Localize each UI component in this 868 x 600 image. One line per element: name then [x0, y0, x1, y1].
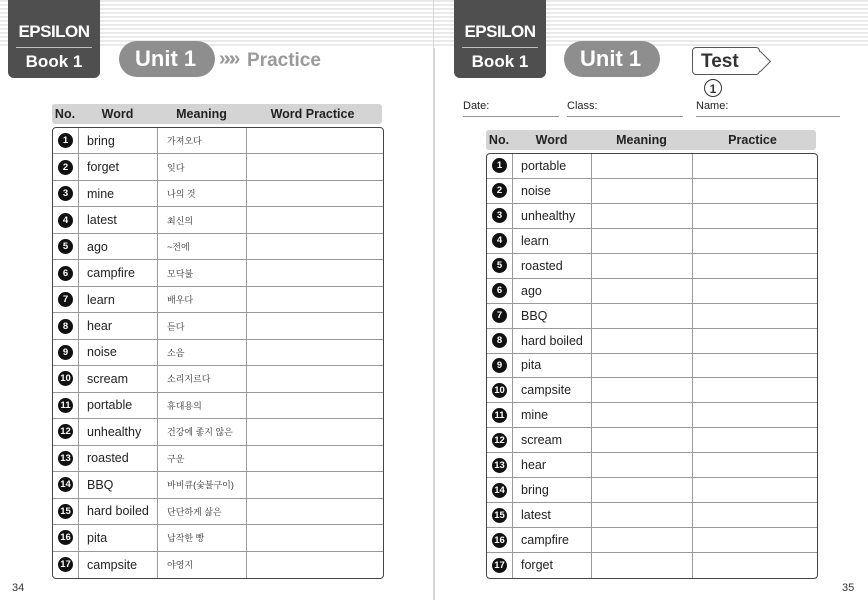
meaning-cell[interactable]: [592, 428, 693, 452]
meaning-cell[interactable]: [592, 354, 693, 378]
name-field[interactable]: [696, 100, 840, 117]
word-cell: campsite: [79, 552, 158, 578]
table-row: [487, 528, 817, 553]
word-cell: bring: [513, 478, 592, 502]
table-row: [53, 260, 383, 286]
table-row: [53, 472, 383, 498]
book-label: Book 1: [25, 52, 83, 71]
word-cell: ago: [79, 234, 158, 259]
meaning-cell[interactable]: [592, 378, 693, 402]
unit-label: Unit 1: [119, 41, 215, 77]
table-row: [53, 499, 383, 525]
table-row: [53, 128, 383, 154]
table-row: [487, 254, 817, 279]
number-badge: 6: [492, 283, 507, 298]
meaning-cell[interactable]: [592, 453, 693, 477]
number-cell: [487, 179, 513, 203]
test-table: [486, 153, 818, 579]
number-badge: 4: [58, 213, 73, 228]
word-cell: noise: [513, 179, 592, 203]
word-cell: latest: [79, 207, 158, 232]
table-row: [53, 234, 383, 260]
number-cell: [487, 329, 513, 353]
number-cell: [53, 499, 79, 524]
practice-cell[interactable]: [247, 446, 380, 471]
tab-divider: [462, 47, 538, 48]
right-page: [434, 0, 868, 600]
word-cell: mine: [79, 181, 158, 206]
table-row: [487, 279, 817, 304]
word-cell: learn: [513, 229, 592, 253]
column-header: Word Practice: [270, 107, 355, 121]
number-cell: [53, 340, 79, 365]
number-cell: [487, 528, 513, 552]
number-cell: [53, 234, 79, 259]
word-cell: forget: [79, 154, 158, 179]
number-badge: 3: [492, 208, 507, 223]
number-badge: 13: [492, 458, 507, 473]
chevron-arrows-icon: »»»: [219, 48, 235, 70]
number-badge: 7: [58, 292, 73, 307]
table-row: [53, 340, 383, 366]
tab-divider: [16, 47, 92, 48]
table-row: [53, 181, 383, 207]
meaning-cell[interactable]: [592, 254, 693, 278]
number-badge: 4: [492, 233, 507, 248]
number-cell: [487, 254, 513, 278]
word-cell: bring: [79, 128, 158, 153]
number-badge: 12: [492, 433, 507, 448]
number-cell: [487, 403, 513, 427]
class-label: Class:: [567, 100, 598, 112]
practice-cell[interactable]: [247, 154, 380, 179]
word-cell: campsite: [513, 378, 592, 402]
meaning-cell[interactable]: [592, 403, 693, 427]
word-cell: learn: [79, 287, 158, 312]
word-cell: hear: [79, 313, 158, 338]
number-cell: [487, 154, 513, 178]
meaning-cell[interactable]: [592, 503, 693, 527]
class-field[interactable]: [567, 100, 683, 117]
number-cell: [53, 419, 79, 444]
meaning-cell: 바비큐(숯불구이): [158, 472, 247, 497]
date-field[interactable]: [463, 100, 559, 117]
word-cell: campfire: [79, 260, 158, 285]
number-cell: [53, 313, 79, 338]
series-tab: [454, 0, 546, 78]
meaning-cell: 소리지르다: [158, 366, 247, 391]
practice-cell[interactable]: [693, 403, 814, 427]
word-cell: roasted: [513, 254, 592, 278]
practice-cell[interactable]: [247, 552, 380, 578]
word-cell: unhealthy: [79, 419, 158, 444]
table-row: [53, 154, 383, 180]
number-badge: 10: [58, 371, 73, 386]
meaning-cell: 가져오다: [158, 128, 247, 153]
word-cell: scream: [79, 366, 158, 391]
practice-cell[interactable]: [247, 287, 380, 312]
number-cell: [487, 204, 513, 228]
number-badge: 16: [58, 530, 73, 545]
number-badge: 9: [492, 358, 507, 373]
column-header: No.: [54, 107, 76, 121]
practice-cell[interactable]: [247, 181, 380, 206]
number-badge: 7: [492, 308, 507, 323]
meaning-cell[interactable]: [592, 478, 693, 502]
practice-cell[interactable]: [247, 525, 380, 550]
column-header: Word: [101, 107, 134, 121]
page-number: 35: [842, 582, 855, 594]
column-header: Meaning: [616, 133, 667, 147]
number-cell: [53, 366, 79, 391]
number-badge: 14: [492, 483, 507, 498]
meaning-cell: 구운: [158, 446, 247, 471]
word-cell: hear: [513, 453, 592, 477]
number-cell: [487, 478, 513, 502]
meaning-cell[interactable]: [592, 204, 693, 228]
table-row: [53, 393, 383, 419]
table-row: [487, 229, 817, 254]
table-row: [487, 478, 817, 503]
number-cell: [53, 446, 79, 471]
number-badge: 1: [58, 133, 73, 148]
word-cell: portable: [513, 154, 592, 178]
number-cell: [53, 181, 79, 206]
number-badge: 8: [492, 333, 507, 348]
test-title: Test: [701, 51, 739, 72]
page-number: 34: [12, 582, 25, 594]
word-cell: hard boiled: [79, 499, 158, 524]
practice-cell[interactable]: [247, 393, 380, 418]
table-row: [487, 503, 817, 528]
word-cell: BBQ: [513, 304, 592, 328]
column-header: Word: [535, 133, 568, 147]
word-table: [52, 127, 384, 579]
number-badge: 3: [58, 186, 73, 201]
word-cell: mine: [513, 403, 592, 427]
word-cell: roasted: [79, 446, 158, 471]
practice-cell[interactable]: [693, 478, 814, 502]
table-row: [487, 304, 817, 329]
number-badge: 1: [492, 158, 507, 173]
number-cell: [487, 354, 513, 378]
meaning-cell: 단단하게 삶은: [158, 499, 247, 524]
meaning-cell[interactable]: [592, 528, 693, 552]
practice-cell[interactable]: [693, 229, 814, 253]
number-badge: 9: [58, 345, 73, 360]
number-badge: 10: [492, 383, 507, 398]
number-cell: [53, 207, 79, 232]
meaning-cell[interactable]: [592, 304, 693, 328]
table-row: [487, 403, 817, 428]
number-cell: [53, 525, 79, 550]
unit-label: Unit 1: [564, 41, 660, 77]
meaning-cell: 건강에 좋지 않은: [158, 419, 247, 444]
number-cell: [487, 428, 513, 452]
test-label: [692, 47, 760, 96]
practice-cell[interactable]: [693, 503, 814, 527]
table-row: [487, 453, 817, 478]
number-badge: 2: [492, 183, 507, 198]
meaning-cell: 모닥불: [158, 260, 247, 285]
table-row: [53, 552, 383, 578]
number-badge: 17: [58, 557, 73, 572]
number-badge: 8: [58, 319, 73, 334]
number-cell: [53, 154, 79, 179]
practice-cell[interactable]: [247, 207, 380, 232]
table-row: [487, 179, 817, 204]
number-badge: 6: [58, 266, 73, 281]
name-label: Name:: [696, 100, 729, 112]
number-badge: 12: [58, 424, 73, 439]
word-cell: unhealthy: [513, 204, 592, 228]
test-number: 1: [704, 79, 722, 97]
number-badge: 17: [492, 558, 507, 573]
word-cell: latest: [513, 503, 592, 527]
number-badge: 15: [492, 508, 507, 523]
number-badge: 5: [58, 239, 73, 254]
word-cell: portable: [79, 393, 158, 418]
practice-cell[interactable]: [247, 419, 380, 444]
column-header: Practice: [728, 133, 777, 147]
table-row: [487, 378, 817, 403]
series-tab: [8, 0, 100, 78]
number-cell: [487, 378, 513, 402]
number-badge: 11: [492, 408, 507, 423]
number-cell: [487, 503, 513, 527]
meaning-cell[interactable]: [592, 154, 693, 178]
table-row: [487, 329, 817, 354]
word-cell: BBQ: [79, 472, 158, 497]
meaning-cell[interactable]: [592, 553, 693, 578]
meaning-cell[interactable]: [592, 229, 693, 253]
table-row: [487, 428, 817, 453]
table-row: [53, 366, 383, 392]
practice-cell[interactable]: [693, 329, 814, 353]
practice-cell[interactable]: [247, 313, 380, 338]
table-header: [486, 130, 816, 150]
number-cell: [487, 229, 513, 253]
column-header: Meaning: [176, 107, 227, 121]
meaning-cell: 납작한 빵: [158, 525, 247, 550]
table-row: [53, 525, 383, 551]
number-badge: 14: [58, 477, 73, 492]
meaning-cell: 배우다: [158, 287, 247, 312]
practice-cell[interactable]: [247, 472, 380, 497]
meaning-cell: 듣다: [158, 313, 247, 338]
table-row: [487, 553, 817, 578]
meaning-cell: ~전에: [158, 234, 247, 259]
practice-cell[interactable]: [693, 304, 814, 328]
table-row: [53, 419, 383, 445]
meaning-cell: 나의 것: [158, 181, 247, 206]
practice-cell[interactable]: [247, 128, 380, 153]
table-header: [52, 104, 382, 124]
meaning-cell: 휴대용의: [158, 393, 247, 418]
practice-cell[interactable]: [693, 453, 814, 477]
series-title: EPSILON: [464, 22, 536, 41]
table-row: [53, 207, 383, 233]
number-cell: [53, 287, 79, 312]
number-badge: 16: [492, 533, 507, 548]
word-cell: scream: [513, 428, 592, 452]
practice-cell[interactable]: [693, 204, 814, 228]
practice-cell[interactable]: [693, 254, 814, 278]
number-cell: [487, 553, 513, 578]
meaning-cell[interactable]: [592, 329, 693, 353]
table-row: [53, 313, 383, 339]
practice-cell[interactable]: [247, 260, 380, 285]
table-row: [487, 354, 817, 379]
number-cell: [487, 279, 513, 303]
meaning-cell[interactable]: [592, 179, 693, 203]
word-cell: ago: [513, 279, 592, 303]
meaning-cell: 잊다: [158, 154, 247, 179]
table-row: [487, 154, 817, 179]
date-label: Date:: [463, 100, 490, 112]
word-cell: pita: [513, 354, 592, 378]
number-cell: [53, 472, 79, 497]
number-badge: 5: [492, 258, 507, 273]
book-label: Book 1: [471, 52, 529, 71]
practice-cell[interactable]: [247, 234, 380, 259]
practice-cell[interactable]: [693, 279, 814, 303]
word-cell: pita: [79, 525, 158, 550]
column-header: No.: [488, 133, 510, 147]
word-cell: noise: [79, 340, 158, 365]
practice-cell[interactable]: [693, 553, 814, 578]
number-badge: 11: [58, 398, 73, 413]
practice-cell[interactable]: [693, 378, 814, 402]
word-cell: campfire: [513, 528, 592, 552]
number-cell: [487, 304, 513, 328]
practice-cell[interactable]: [693, 428, 814, 452]
practice-cell[interactable]: [247, 499, 380, 524]
arrow-tip-icon: [750, 51, 771, 72]
word-cell: forget: [513, 553, 592, 578]
section-title: Practice: [247, 50, 321, 71]
number-badge: 13: [58, 451, 73, 466]
table-row: [53, 287, 383, 313]
number-badge: 15: [58, 504, 73, 519]
meaning-cell: 소음: [158, 340, 247, 365]
number-badge: 2: [58, 160, 73, 175]
practice-cell[interactable]: [247, 340, 380, 365]
practice-cell[interactable]: [693, 154, 814, 178]
number-cell: [487, 453, 513, 477]
series-title: EPSILON: [18, 22, 90, 41]
number-cell: [53, 260, 79, 285]
practice-cell[interactable]: [693, 179, 814, 203]
table-row: [487, 204, 817, 229]
number-cell: [53, 393, 79, 418]
practice-cell[interactable]: [693, 528, 814, 552]
word-cell: hard boiled: [513, 329, 592, 353]
meaning-cell[interactable]: [592, 279, 693, 303]
number-cell: [53, 128, 79, 153]
practice-cell[interactable]: [247, 366, 380, 391]
meaning-cell: 최신의: [158, 207, 247, 232]
practice-cell[interactable]: [693, 354, 814, 378]
table-row: [53, 446, 383, 472]
number-cell: [53, 552, 79, 578]
meaning-cell: 야영지: [158, 552, 247, 578]
